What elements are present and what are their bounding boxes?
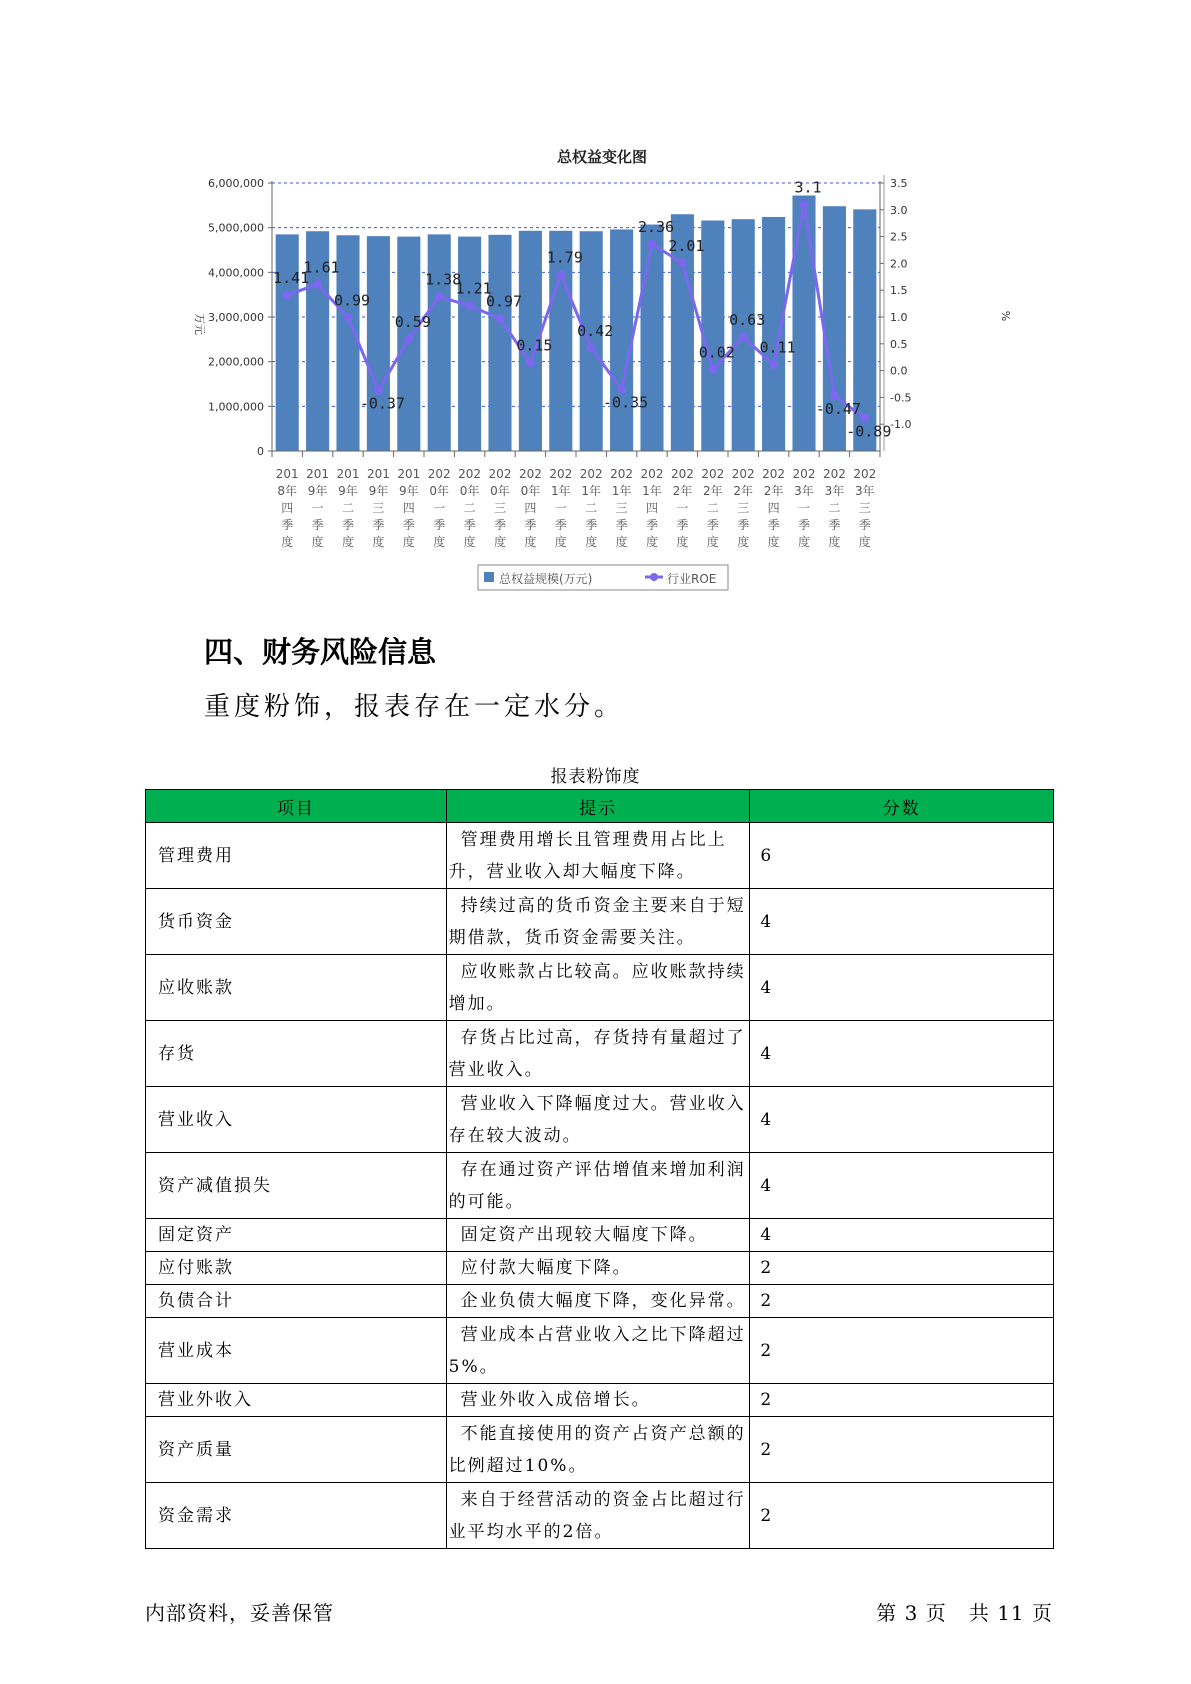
x-category-label-line: 0年: [520, 484, 541, 498]
row-hint: 持续过高的货币资金主要来自于短期借款，货币资金需要关注。: [446, 889, 750, 955]
x-category-label-line: 201: [366, 467, 390, 481]
roe-point: [556, 270, 565, 279]
x-category-label: [519, 467, 542, 549]
x-category-label-line: 度: [585, 535, 598, 549]
x-category-label-line: 度: [615, 535, 628, 549]
x-category-label-line: 三: [372, 501, 385, 515]
row-item: 固定资产: [146, 1219, 447, 1252]
x-category-label-line: 四: [767, 501, 780, 515]
roe-point: [435, 292, 444, 301]
x-category-label-line: 202: [762, 467, 786, 481]
x-category-label-line: 季: [281, 518, 294, 532]
x-category-label-line: 9年: [307, 484, 328, 498]
bar-series: [276, 196, 877, 451]
x-category-label: [276, 467, 299, 549]
row-hint: 来自于经营活动的资金占比超过行业平均水平的2倍。: [446, 1483, 750, 1549]
x-category-label-line: 2年: [672, 484, 693, 498]
x-category-label-line: 0年: [429, 484, 450, 498]
x-category-label-line: 一: [554, 501, 567, 515]
x-category-label-line: 202: [670, 467, 694, 481]
x-category-label-line: 201: [336, 467, 360, 481]
x-category-label-line: 202: [792, 467, 816, 481]
row-item: 应收账款: [146, 955, 447, 1021]
x-category-label-line: 季: [311, 518, 324, 532]
x-category-label-line: 1年: [611, 484, 632, 498]
x-category-label-line: 度: [645, 535, 659, 549]
roe-data-label: -0.37: [359, 394, 405, 413]
header-hint: 提示: [446, 790, 750, 823]
roe-point: [526, 358, 535, 367]
roe-data-label: -0.47: [815, 399, 861, 418]
roe-point: [587, 344, 596, 353]
roe-point: [496, 314, 505, 323]
x-category-label-line: 8年: [277, 484, 298, 498]
x-category-label-line: 202: [549, 467, 573, 481]
row-item: 应付账款: [146, 1252, 447, 1285]
x-category-label: [306, 467, 329, 549]
row-score: 6: [750, 823, 1054, 889]
roe-data-label: 0.99: [333, 291, 371, 310]
x-category-label-line: 2年: [702, 484, 723, 498]
y-axis-right-label: %: [999, 310, 1012, 322]
left-tick-label: 3,000,000: [208, 311, 264, 324]
x-category-label: [823, 467, 846, 549]
right-tick-label: -0.5: [890, 391, 912, 405]
x-category-label-line: 3年: [854, 484, 875, 498]
row-hint: 营业收入下降幅度过大。营业收入存在较大波动。: [446, 1087, 750, 1153]
x-category-label-line: 度: [433, 535, 446, 549]
x-category-label-line: 201: [306, 467, 330, 481]
x-category-label-line: 202: [701, 467, 725, 481]
x-category-label-line: 二: [341, 501, 355, 515]
equity-bar: [610, 229, 633, 451]
x-category-label-line: 二: [706, 501, 719, 515]
page-total: 11: [997, 1601, 1025, 1625]
row-item: 货币资金: [146, 889, 447, 955]
x-category-label-line: 三: [737, 501, 750, 515]
x-category-label-line: 四: [524, 501, 537, 515]
roe-data-label: 0.97: [485, 292, 523, 311]
table-row: [146, 889, 1054, 955]
section-title: 四、财务风险信息: [204, 635, 437, 669]
x-category-label: [580, 467, 603, 549]
table-row: [146, 1384, 1054, 1417]
x-category-label-line: 202: [640, 467, 664, 481]
page-suffix: 页: [1032, 1601, 1053, 1625]
x-category-label-line: 度: [281, 535, 294, 549]
row-hint: 企业负债大幅度下降，变化异常。: [446, 1285, 750, 1318]
roe-data-label: 0.42: [577, 322, 614, 341]
x-category-label-line: 1年: [550, 484, 571, 498]
row-score: 4: [750, 889, 1054, 955]
equity-bar: [488, 235, 511, 451]
table-row: [146, 1285, 1054, 1318]
x-category-label-line: 202: [427, 467, 451, 481]
x-category-label-line: 季: [645, 518, 659, 532]
right-tick-label: 1.5: [890, 284, 908, 298]
equity-bar: [397, 237, 420, 451]
x-category-label: [397, 467, 420, 549]
table-row: [146, 1219, 1054, 1252]
x-category-label-line: 季: [463, 518, 476, 532]
right-tick-label: 0.0: [890, 364, 908, 378]
table-row: [146, 1153, 1054, 1219]
row-item: 负债合计: [146, 1285, 447, 1318]
x-category-label-line: 2年: [733, 484, 754, 498]
chart-legend: [478, 565, 728, 590]
roe-point: [769, 360, 778, 369]
roe-data-label: 2.36: [637, 218, 675, 237]
x-category-label-line: 2年: [763, 484, 784, 498]
x-category-label-line: 季: [493, 518, 507, 532]
left-tick-label: 4,000,000: [208, 266, 264, 280]
roe-point: [465, 301, 474, 310]
x-category-label-line: 四: [281, 501, 294, 515]
x-category-label: [428, 467, 451, 549]
legend-line-marker: [650, 573, 658, 581]
x-category-label-line: 度: [767, 535, 780, 549]
roe-data-label: 0.15: [516, 336, 553, 355]
equity-bar: [276, 234, 299, 451]
x-category-label-line: 二: [463, 501, 476, 515]
equity-bar: [367, 236, 390, 451]
x-category-label-line: 1年: [581, 484, 602, 498]
x-category-label-line: 季: [858, 518, 871, 532]
x-category-label-line: 度: [463, 535, 476, 549]
x-category-label-line: 9年: [338, 484, 358, 498]
x-category-label-line: 季: [615, 518, 628, 532]
roe-data-label: 3.1: [794, 178, 822, 197]
row-item: 存货: [146, 1021, 447, 1087]
x-category-label-line: 三: [493, 501, 507, 515]
page-mid: 页: [925, 1601, 947, 1625]
x-category-label-line: 201: [275, 467, 299, 481]
x-category-label-line: 9年: [368, 484, 389, 498]
roe-point: [344, 313, 353, 322]
x-category-label-line: 度: [524, 535, 537, 549]
left-tick-label: 1,000,000: [208, 400, 264, 414]
row-hint: 固定资产出现较大幅度下降。: [446, 1219, 750, 1252]
table-row: [146, 1318, 1054, 1384]
row-item: 管理费用: [146, 823, 447, 889]
x-category-label: [367, 467, 390, 549]
x-category-label-line: 度: [372, 535, 385, 549]
table-row: [146, 1087, 1054, 1153]
header-score: 分数: [750, 790, 1054, 823]
roe-point: [283, 291, 292, 300]
roe-data-label: 1.79: [546, 248, 583, 267]
x-category-label-line: 度: [706, 535, 719, 549]
x-category-label-line: 1年: [642, 484, 662, 498]
right-tick-label: 2.0: [890, 257, 908, 271]
roe-data-label: 0.63: [729, 310, 766, 329]
roe-data-label: 0.02: [698, 343, 735, 362]
row-hint: 管理费用增长且管理费用占比上升，营业收入却大幅度下降。: [446, 823, 750, 889]
roe-data-label: 1.38: [425, 270, 462, 289]
right-tick-label: 3.0: [890, 203, 908, 217]
x-category-label-line: 202: [822, 467, 846, 481]
x-category-label-line: 三: [615, 501, 628, 515]
x-category-label: [610, 467, 633, 549]
x-category-label: [701, 467, 724, 549]
x-category-label-line: 三: [858, 501, 871, 515]
row-score: 4: [750, 955, 1054, 1021]
page-total-prefix: 共: [968, 1601, 990, 1625]
x-category-label-line: 二: [585, 501, 598, 515]
x-category-label-line: 四: [645, 501, 659, 515]
table-row: [146, 1021, 1054, 1087]
x-category-label-line: 0年: [459, 484, 480, 498]
row-hint: 营业外收入成倍增长。: [446, 1384, 750, 1417]
risk-summary: 重度粉饰，报表存在一定水分。: [204, 692, 625, 722]
legend-bar-label: 总权益规模(万元): [499, 572, 593, 586]
x-category-label-line: 度: [311, 535, 324, 549]
row-item: 资产质量: [146, 1417, 447, 1483]
table-header-row: [146, 790, 1054, 823]
roe-data-label: 0.11: [759, 338, 796, 357]
row-item: 营业成本: [146, 1318, 447, 1384]
x-category-label-line: 季: [402, 518, 415, 532]
roe-data-label: 1.61: [303, 258, 340, 277]
row-item: 营业外收入: [146, 1384, 447, 1417]
x-category-label-line: 度: [828, 535, 841, 549]
x-category-label-line: 度: [554, 535, 567, 549]
x-category-label-line: 度: [341, 535, 355, 549]
x-category-label-line: 四: [402, 501, 415, 515]
row-score: 2: [750, 1384, 1054, 1417]
roe-data-label: 1.21: [455, 279, 492, 298]
equity-bar: [428, 234, 451, 451]
x-category-label: [641, 467, 664, 549]
roe-data-label: 0.59: [394, 312, 431, 331]
risk-table: [145, 789, 1054, 1549]
roe-data-label: 1.41: [273, 269, 310, 288]
row-score: 2: [750, 1252, 1054, 1285]
roe-point: [404, 334, 413, 343]
x-category-label-line: 季: [676, 518, 689, 532]
row-score: 4: [750, 1153, 1054, 1219]
row-score: 4: [750, 1021, 1054, 1087]
x-category-label: [549, 467, 572, 549]
roe-point: [678, 258, 687, 267]
left-tick-label: 0: [257, 445, 264, 458]
equity-chart: [0, 0, 1191, 600]
x-category-label: [793, 467, 816, 549]
x-category-label-line: 季: [372, 518, 385, 532]
roe-data-label: -0.35: [603, 393, 649, 412]
x-category-label-line: 9年: [398, 484, 419, 498]
right-tick-label: 2.5: [890, 230, 908, 244]
x-category-label: [762, 467, 785, 549]
right-tick-label: 0.5: [890, 337, 908, 351]
x-axis-labels: [276, 467, 877, 549]
equity-bar: [640, 225, 663, 451]
equity-bar: [580, 231, 603, 451]
x-category-label-line: 度: [737, 535, 750, 549]
x-category-label-line: 202: [488, 467, 512, 481]
left-tick-label: 6,000,000: [208, 177, 264, 190]
x-category-label-line: 季: [341, 518, 355, 532]
x-category-label-line: 0年: [490, 484, 510, 498]
x-category-label-line: 202: [579, 467, 603, 481]
x-category-label-line: 202: [731, 467, 755, 481]
row-hint: 应付款大幅度下降。: [446, 1252, 750, 1285]
header-item: 项目: [146, 790, 447, 823]
x-category-label-line: 季: [706, 518, 719, 532]
right-tick-label: 1.0: [890, 311, 908, 324]
x-category-label-line: 202: [518, 467, 542, 481]
x-category-label-line: 季: [585, 518, 598, 532]
x-category-label-line: 一: [797, 501, 811, 515]
row-score: 4: [750, 1087, 1054, 1153]
x-category-label-line: 一: [676, 501, 689, 515]
x-category-label-line: 度: [402, 535, 415, 549]
legend-line-label: 行业ROE: [667, 572, 717, 586]
x-category-label-line: 202: [458, 467, 482, 481]
right-tick-label: -1.0: [890, 418, 912, 432]
x-category-label: [732, 467, 755, 549]
table-row: [146, 955, 1054, 1021]
page-prefix: 第: [876, 1601, 898, 1625]
x-category-label-line: 度: [493, 535, 507, 549]
x-category-label-line: 202: [610, 467, 634, 481]
x-category-label-line: 3年: [794, 484, 814, 498]
row-hint: 应收账款占比较高。应收账款持续增加。: [446, 955, 750, 1021]
x-category-label-line: 季: [554, 518, 567, 532]
x-category-label-line: 201: [397, 467, 421, 481]
row-hint: 营业成本占营业收入之比下降超过5%。: [446, 1318, 750, 1384]
left-tick-label: 5,000,000: [208, 221, 264, 235]
roe-point: [313, 280, 322, 289]
row-score: 2: [750, 1318, 1054, 1384]
row-hint: 存货占比过高，存货持有量超过了营业收入。: [446, 1021, 750, 1087]
x-category-label: [337, 467, 360, 549]
equity-bar: [336, 235, 359, 451]
x-category-label-line: 度: [858, 535, 871, 549]
x-category-label-line: 度: [676, 535, 689, 549]
x-category-label-line: 二: [828, 501, 841, 515]
row-hint: 存在通过资产评估增值来增加利润的可能。: [446, 1153, 750, 1219]
row-score: 4: [750, 1219, 1054, 1252]
roe-point: [739, 332, 748, 341]
table-caption: 报表粉饰度: [550, 767, 641, 787]
table-row: [146, 1252, 1054, 1285]
x-category-label-line: 季: [767, 518, 780, 532]
x-category-label-line: 季: [524, 518, 537, 532]
roe-point: [708, 365, 717, 374]
left-tick-label: 2,000,000: [208, 355, 264, 369]
legend-bar-swatch: [484, 572, 494, 582]
right-tick-label: 3.5: [890, 177, 908, 190]
chart-title: 总权益变化图: [556, 148, 648, 166]
row-hint: 不能直接使用的资产占资产总额的比例超过10%。: [446, 1417, 750, 1483]
roe-point: [800, 200, 809, 209]
x-category-label: [458, 467, 481, 549]
footer-page-number: [876, 1597, 1053, 1626]
x-category-label-line: 3年: [824, 484, 845, 498]
x-category-label: [489, 467, 512, 549]
table-row: [146, 1483, 1054, 1549]
x-category-label-line: 度: [797, 535, 811, 549]
x-category-label-line: 季: [828, 518, 841, 532]
x-category-label: [853, 467, 876, 549]
row-item: 资金需求: [146, 1483, 447, 1549]
footer-confidential-note: 内部资料，妥善保管: [145, 1601, 334, 1625]
x-category-label-line: 一: [311, 501, 324, 515]
x-category-label-line: 季: [433, 518, 446, 532]
x-category-label: [671, 467, 694, 549]
table-row: [146, 1417, 1054, 1483]
roe-point: [648, 240, 657, 249]
x-category-label-line: 202: [853, 467, 877, 481]
row-score: 2: [750, 1417, 1054, 1483]
page-current: 3: [904, 1601, 919, 1625]
row-item: 资产减值损失: [146, 1153, 447, 1219]
equity-bar: [792, 196, 815, 451]
equity-bar: [762, 217, 785, 451]
row-score: 2: [750, 1285, 1054, 1318]
x-category-label-line: 一: [433, 501, 446, 515]
roe-data-label: -0.89: [846, 422, 892, 441]
row-item: 营业收入: [146, 1087, 447, 1153]
x-category-label-line: 季: [737, 518, 750, 532]
y-axis-left-label: 万元: [193, 313, 206, 335]
row-score: 2: [750, 1483, 1054, 1549]
roe-data-label: 2.01: [668, 236, 705, 255]
table-row: [146, 823, 1054, 889]
equity-bar: [458, 237, 481, 451]
x-category-label-line: 季: [797, 518, 811, 532]
